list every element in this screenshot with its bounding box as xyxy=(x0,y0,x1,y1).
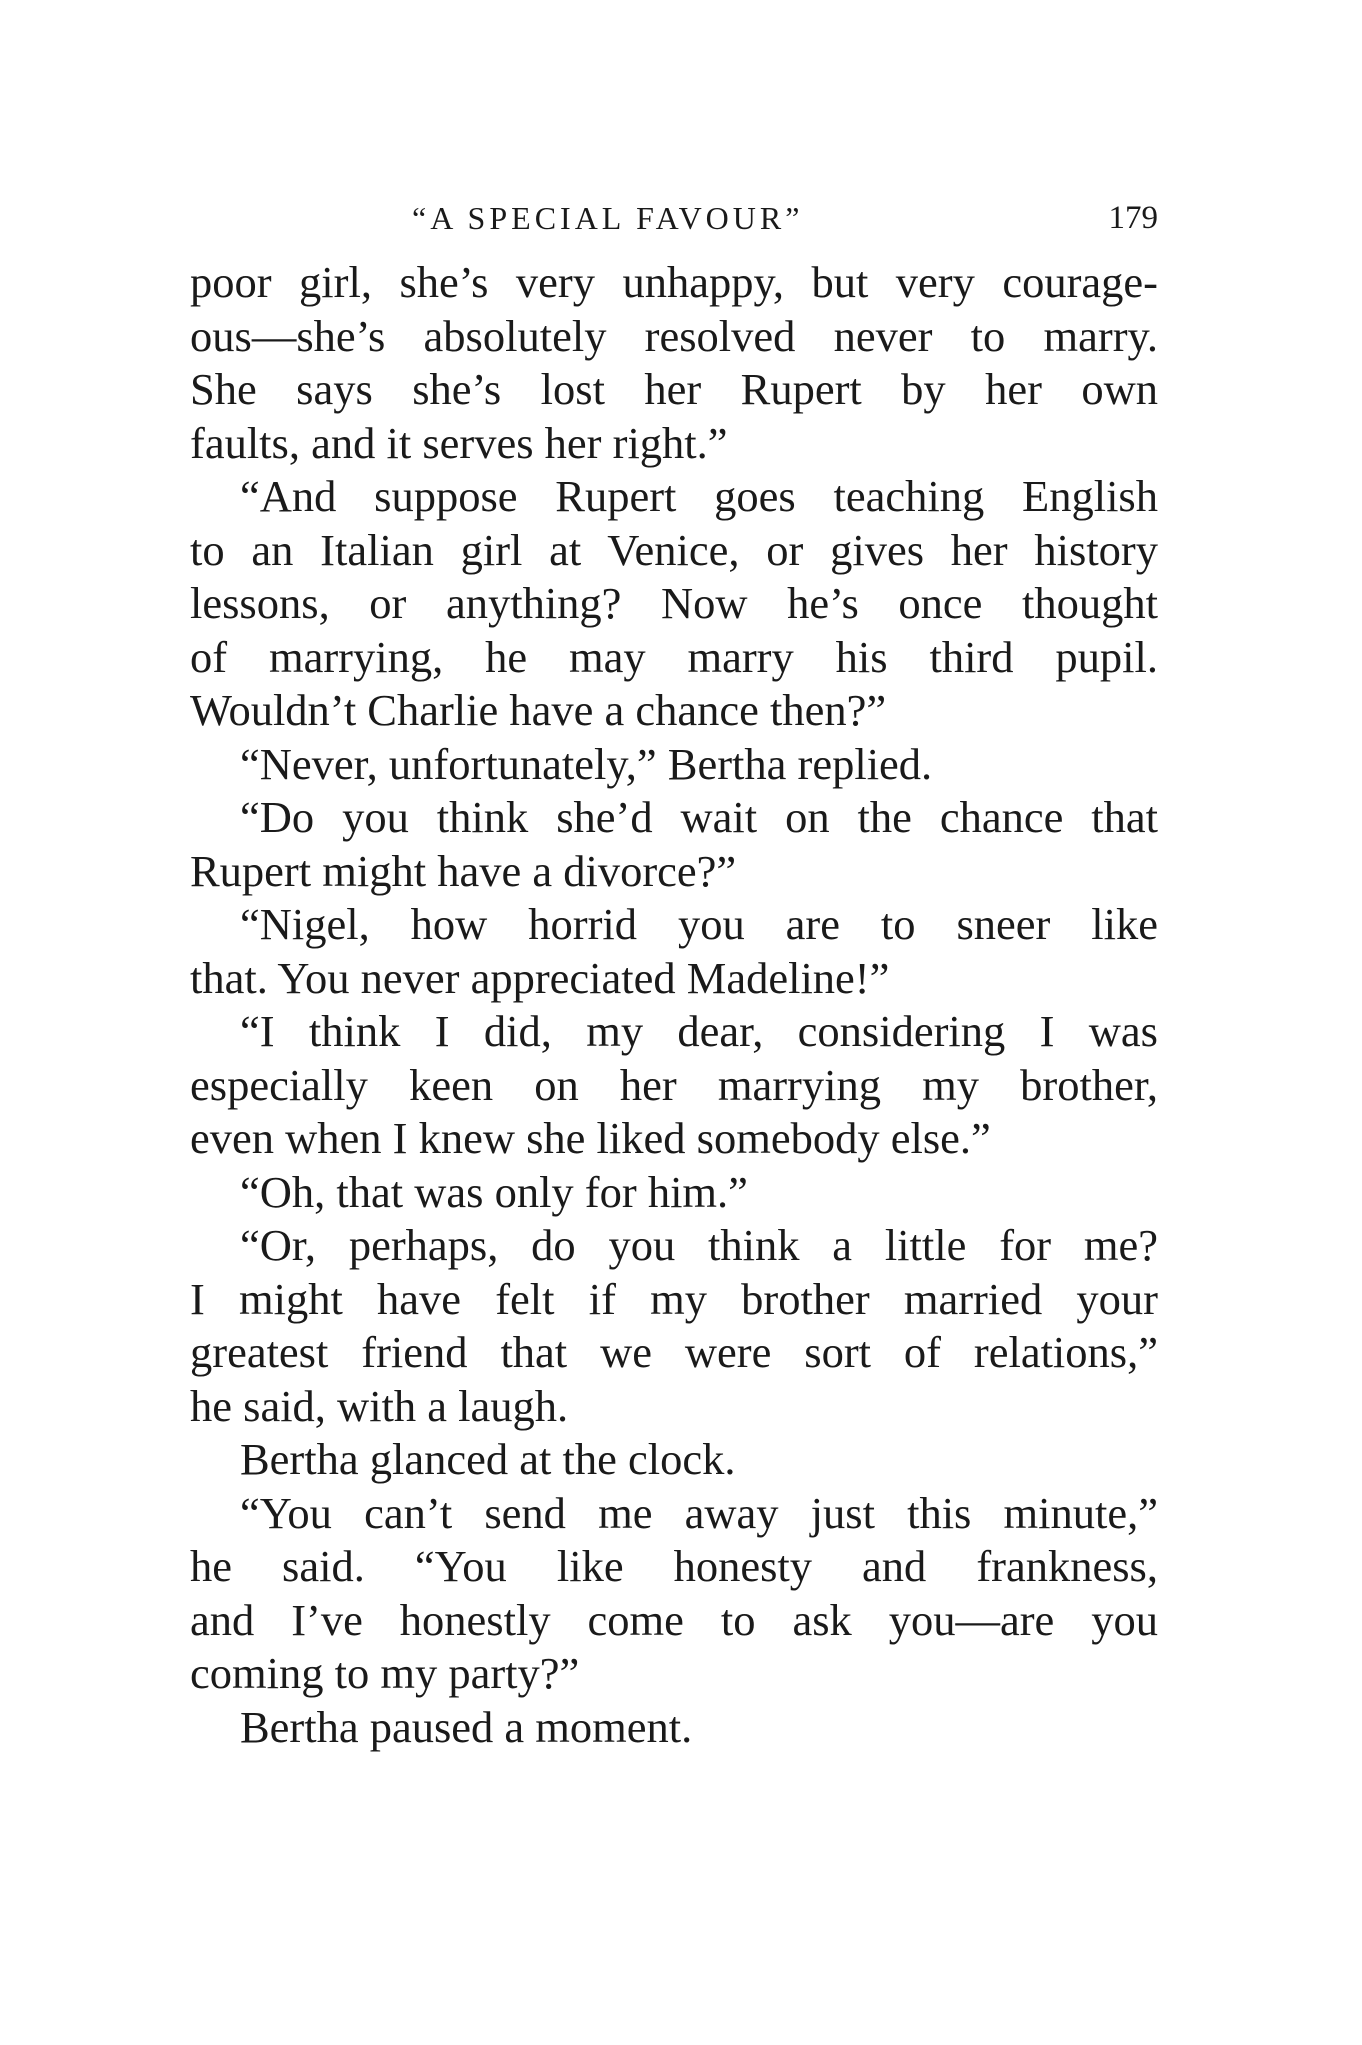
text-line: “And suppose Rupert goes teaching English xyxy=(240,471,1158,521)
text-line: faults, and it serves her right.” xyxy=(190,417,728,468)
text-line: Bertha glanced at the clock. xyxy=(240,1434,736,1484)
text-line: lessons, or anything? Now he’s once thought xyxy=(190,578,1158,628)
text-line: “Nigel, how horrid you are to sneer like xyxy=(240,899,1158,949)
text-line: I might have felt if my brother married your xyxy=(190,1273,1158,1324)
running-title: “A SPECIAL FAVOUR” xyxy=(412,200,804,236)
text-line: greatest friend that we were sort of relations,” xyxy=(190,1327,1158,1377)
text-line: “Do you think she’d wait on the chance that xyxy=(240,792,1158,842)
text-line: to an Italian girl at Venice, or gives her history xyxy=(190,524,1158,575)
text-line: poor girl, she’s very unhappy, but very courage- xyxy=(190,257,1158,307)
text-line: and I’ve honestly come to ask you—are you xyxy=(190,1594,1158,1645)
page-number: 179 xyxy=(1108,200,1158,236)
text-line: Rupert might have a divorce?” xyxy=(190,845,737,896)
text-line: he said, with a laugh. xyxy=(190,1380,569,1431)
text-line: he said. “You like honesty and frankness, xyxy=(190,1541,1158,1591)
text-line: She says she’s lost her Rupert by her own xyxy=(190,364,1158,414)
text-line: coming to my party?” xyxy=(190,1648,580,1698)
text-line: that. You never appreciated Madeline!” xyxy=(190,952,890,1003)
text-line: “You can’t send me away just this minute,” xyxy=(240,1487,1158,1538)
text-line: especially keen on her marrying my brother, xyxy=(190,1059,1158,1110)
text-line: of marrying, he may marry his third pupil. xyxy=(190,631,1158,682)
text-line: ous—she’s absolutely resolved never to marry. xyxy=(190,310,1158,361)
text-line: “Never, unfortunately,” Bertha replied. xyxy=(240,738,933,789)
body-text xyxy=(190,256,1158,1754)
page-header xyxy=(190,196,1158,256)
text-line: “I think I did, my dear, considering I was xyxy=(240,1006,1158,1056)
text-line: even when I knew she liked somebody else.” xyxy=(190,1113,991,1163)
text-line: “Or, perhaps, do you think a little for me? xyxy=(240,1220,1158,1270)
text-line: Bertha paused a moment. xyxy=(240,1701,693,1752)
text-line: Wouldn’t Charlie have a chance then?” xyxy=(190,685,887,735)
text-line: “Oh, that was only for him.” xyxy=(240,1166,748,1217)
